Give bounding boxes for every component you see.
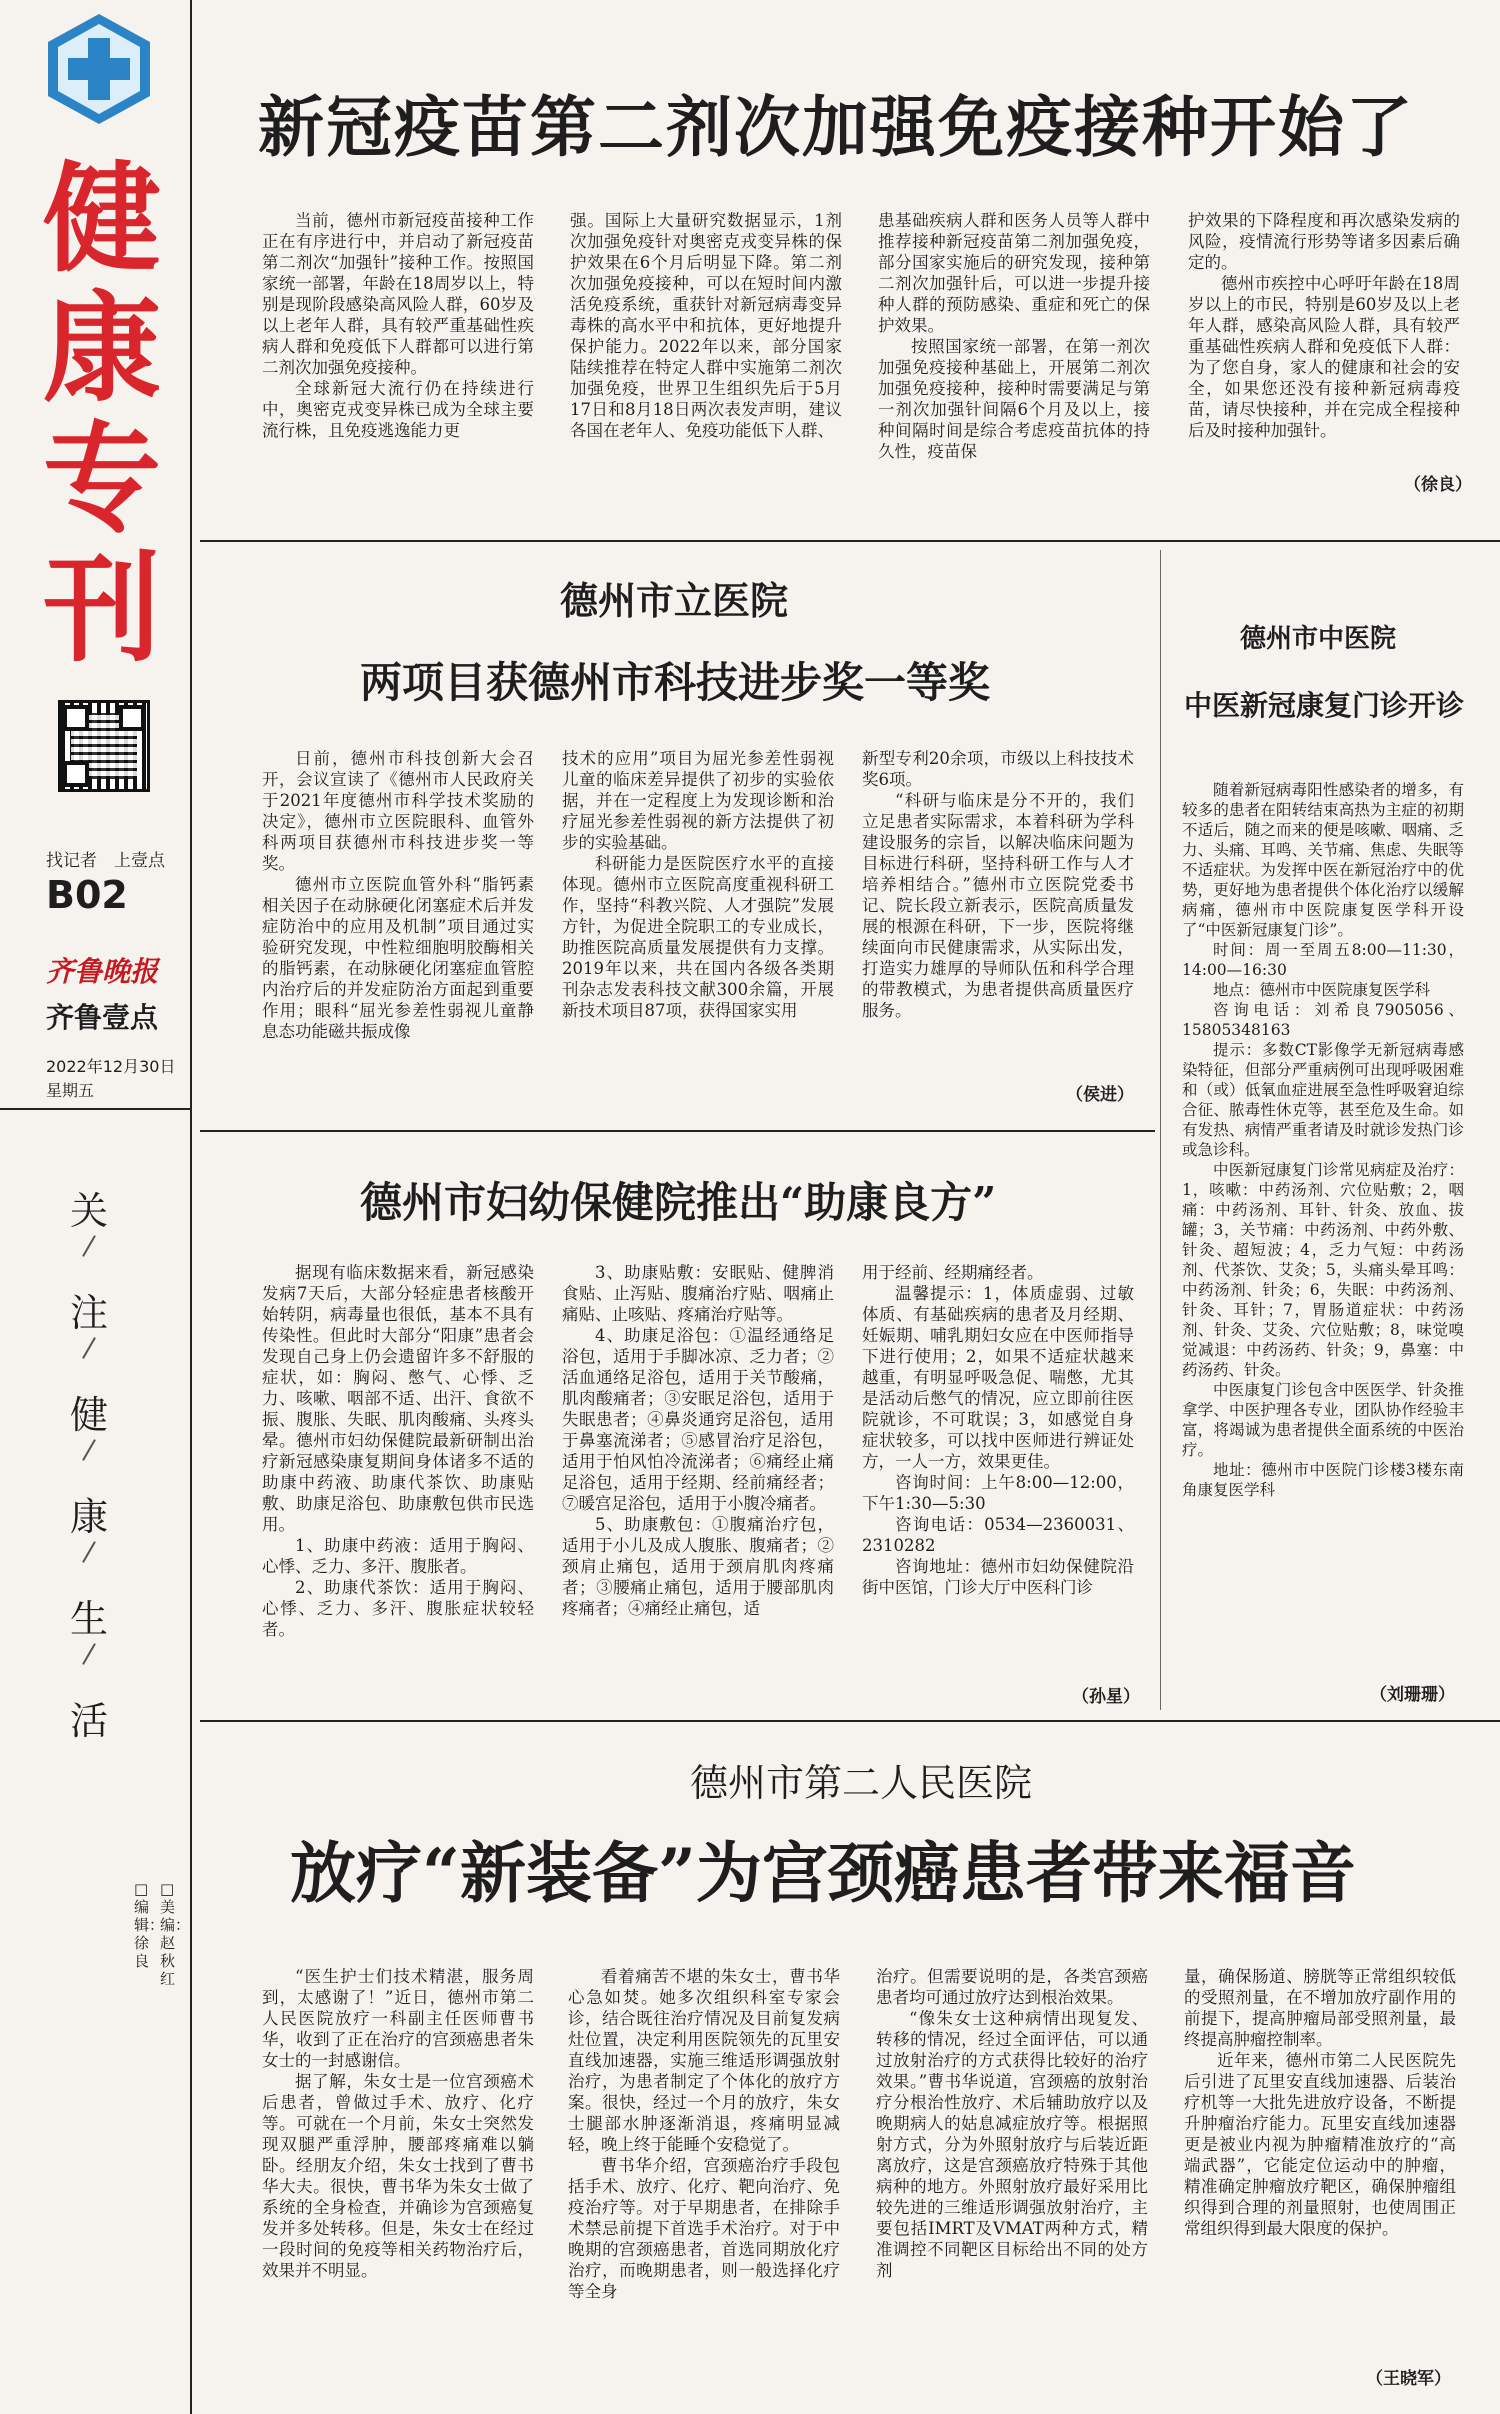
article-author: （侯进） [1066, 1085, 1134, 1105]
slogan-char: 生 [70, 1597, 109, 1641]
newspaper-logo: 齐鲁晚报 [46, 955, 159, 988]
section-title-char: 刊 [42, 540, 161, 678]
article-column: 用于经前、经期痛经者。 温馨提示：1，体质虚弱、过敏体质、有基础疾病的患者及月经期、妊娠期、哺乳期妇女应在中医师指导下进行使用；2，如果不适症状越来越重，有明显呼吸急促、喘憋，尤其是活动后憋气的情况，应立即前往医院就诊，不可耽误；3，如感觉自身症状较多，可以找中医师进行辨证处方，一人一方，效果更佳。 咨询时间：上午8:00—12:00，下午1:30—5:30 咨询电话：0534—2360031、2310282 咨询地址：德州市妇幼保健院沿街中医馆，门诊大厅中医科门诊 [862, 1263, 1134, 1597]
divider [82, 1643, 96, 1665]
slogan-char: 健 [70, 1393, 109, 1437]
divider [82, 1439, 96, 1461]
article-headline: 放疗“新装备”为宫颈癌患者带来福音 [290, 1834, 1356, 1912]
slogan-char: 活 [70, 1699, 109, 1743]
section-title-char: 健 [42, 150, 161, 288]
article-kicker: 德州市中医院 [1240, 624, 1397, 654]
divider [200, 540, 1500, 542]
article-kicker: 德州市第二人民医院 [690, 1761, 1033, 1805]
slogan-char: 关 [70, 1189, 109, 1233]
article-author: （徐良） [1404, 475, 1472, 495]
article-column: 治疗。但需要说明的是，各类宫颈癌患者均可通过放疗达到根治效果。 “像朱女士这种病情出现复发、转移的情况，经过全面评估，可以通过放射治疗的方式获得比较好的治疗效果。”曹书华说道，宫颈癌的放射治疗分根治性放疗、术后辅助放疗以及晚期病人的姑息减症放疗等。根据照射方式，分为外照射放疗与后装近距离放疗，这是宫颈癌放疗特殊于其他病种的地方。外照射放疗最好采用比较先进的三维适形调强放射治疗，主要包括IMRT及VMAT两种方式，精准调控不同靶区目标给出不同的处方剂 [876, 1967, 1148, 2280]
divider [200, 1720, 1500, 1722]
section-title-char: 康 [42, 280, 161, 418]
slogan-char: 注 [70, 1291, 109, 1335]
masthead-rail [0, 0, 192, 2414]
article-column: “医生护士们技术精湛，服务周到，太感谢了！”近日，德州市第二人民医院放疗一科副主任医师曹书华，收到了正在治疗的宫颈癌患者朱女士的一封感谢信。 据了解，朱女士是一位宫颈癌术后患者，曾做过手术、放疗、化疗等。可就在一个月前，朱女士突然发现双腿严重浮肿，腰部疼痛难以躺卧。经朋友介绍，朱女士找到了曹书华大夫。很快，曹书华为朱女士做了系统的全身检查，并确诊为宫颈癌复发并多处转移。但是，朱女士在经过一段时间的免疫等相关药物治疗后，效果并不明显。 [262, 1967, 534, 2280]
reporter-contact: 找记者 上壹点 [46, 851, 165, 871]
article-author: （王晓军） [1366, 2369, 1451, 2389]
divider [1160, 550, 1161, 1710]
article-column: 患基础疾病人群和医务人员等人群中推荐接种新冠疫苗第二剂加强免疫，部分国家实施后的研究发现，接种第二剂次加强针后，可以进一步提升接种人群的预防感染、重症和死亡的保护效果。 按照国家统一部署，在第一剂次加强免疫接种基础上，开展第二剂次加强免疫接种，接种时需要满足与第一剂次加强针间隔6个月及以上，接种间隔时间是综合考虑疫苗抗体的持久性，疫苗保 [878, 211, 1150, 461]
publish-date: 2022年12月30日 [46, 1057, 176, 1076]
article-column: 日前，德州市科技创新大会召开，会议宣读了《德州市人民政府关于2021年度德州市科学技术奖励的决定》，德州市立医院眼科、血管外科两项目获德州市科技进步奖一等奖。 德州市立医院血管外科“脂钙素相关因子在动脉硬化闭塞症术后并发症防治中的应用及机制”项目通过实验研究发现，中性粒细胞明胶酶相关的脂钙素，在动脉硬化闭塞症血管腔内治疗后的并发症防治方面起到重要作用；眼科“屈光参差性弱视儿童静息态功能磁共振成像 [262, 749, 534, 1041]
article-headline: 中医新冠康复门诊开诊 [1184, 689, 1465, 722]
article-column: 看着痛苦不堪的朱女士，曹书华心急如焚。她多次组织科室专家会诊，结合既往治疗情况及目前复发病灶位置，决定利用医院领先的瓦里安直线加速器，实施三维适形调强放射治疗，为患者制定了个体化的放疗方案。很快，经过一个月的放疗，朱女士腿部水肿逐渐消退，疼痛明显减轻，晚上终于能睡个安稳觉了。 曹书华介绍，宫颈癌治疗手段包括手术、放疗、化疗、靶向治疗、免疫治疗等。对于早期患者，在排除手术禁忌前提下首选手术治疗。对于中晚期的宫颈癌患者，首选同期放化疗治疗，而晚期患者，则一般选择化疗等全身 [568, 1967, 840, 2301]
divider [82, 1337, 96, 1359]
article-column: 技术的应用”项目为屈光参差性弱视儿童的临床差异提供了初步的实验依据，并在一定程度上为发现诊断和治疗屈光参差性弱视的新方法提供了初步的实验基础。 科研能力是医院医疗水平的直接体现。德州市立医院高度重视科研工作，坚持“科教兴院、人才强院”发展方针，为促进全院职工的专业成长，助推医院高质量发展提供有力支撑。2019年以来，共在国内各级各类期刊杂志发表科技文献300余篇，开展新技术项目87项，获得国家实用 [562, 749, 834, 1020]
divider [82, 1541, 96, 1563]
section-title-char: 专 [42, 410, 161, 548]
article-column: 强。国际上大量研究数据显示，1剂次加强免疫针对奥密克戎变异株的保护效果在6个月后明显下降。第二剂次加强免疫接种，可以在短时间内激活免疫系统，重获针对新冠病毒变异毒株的高水平中和抗体，更好地提升保护能力。2022年以来，部分国家陆续推荐在特定人群中实施第二剂次加强免疫，世界卫生组织先后于5月17日和8月18日两次表发声明，建议各国在老年人、免疫功能低下人群、 [570, 211, 842, 440]
article-column: 随着新冠病毒阳性感染者的增多，有较多的患者在阳转结束高热为主症的初期不适后，随之而来的便是咳嗽、咽痛、乏力、头痛、耳鸣、关节痛、焦虑、失眠等不适症状。为发挥中医在新冠治疗中的优势，更好地为患者提供个体化治疗以缓解病痛，德州市中医院康复医学科开设了“中医新冠康复门诊”。 时间：周一至周五8:00—11:30，14:00—16:30 地点：德州市中医院康复医学科 咨询电话：刘希良7905056、15805348163 提示：多数CT影像学无新冠病毒感染特征，但部分严重病例可出现呼吸困难和（或）低氧血症进展至急性呼吸窘迫综合征、脓毒性休克等，甚至危及生命。如有发热、病情严重者请及时就诊发热门诊或急诊科。 中医新冠康复门诊常见病症及治疗：1，咳嗽：中药汤剂、穴位贴敷；2，咽痛：中药汤剂、耳针、针灸、放血、拔罐；3，关节痛：中药汤剂、中药外敷、针灸、超短波；4，乏力气短：中药汤剂、代茶饮、艾灸；5，头痛头晕耳鸣：中药汤剂、针灸；6，失眠：中药汤剂、针灸、耳针；7，胃肠道症状：中药汤剂、针灸、艾灸、穴位贴敷；8，味觉嗅觉减退：中药汤药、针灸；9，鼻塞：中药汤药、针灸。 中医康复门诊包含中医医学、针灸推拿学、中医护理各专业，团队协作经验丰富，将竭诚为患者提供全面系统的中医治疗。 地址：德州市中医院门诊楼3楼东南角康复医学科 [1182, 781, 1464, 1499]
divider [82, 1235, 96, 1257]
divider [200, 1130, 1155, 1132]
medical-cross-icon [40, 10, 158, 128]
article-author: （孙星） [1072, 1687, 1140, 1707]
article-column: 当前，德州市新冠疫苗接种工作正在有序进行中，并启动了新冠疫苗第二剂次“加强针”接种工作。按照国家统一部署，年龄在18周岁以上，特别是现阶段感染高风险人群，60岁及以上老年人群，具有较严重基础性疾病人群和免疫低下人群都可以进行第二剂次加强免疫接种。 全球新冠大流行仍在持续进行中，奥密克戎变异株已成为全球主要流行株，且免疫逃逸能力更 [262, 211, 534, 440]
editor-credit: □编辑：徐良 [134, 1880, 165, 1970]
publish-weekday: 星期五 [46, 1081, 95, 1100]
divider [0, 1108, 190, 1110]
editor-credit: □美编：赵秋红 [160, 1880, 191, 1988]
qr-code[interactable] [58, 700, 150, 792]
article-headline: 新冠疫苗第二剂次加强免疫接种开始了 [258, 88, 1414, 166]
article-column: 新型专利20余项，市级以上科技技术奖6项。 “科研与临床是分不开的，我们立足患者实际需求，本着科研为学科建设服务的宗旨，以解决临床问题为目标进行科研，坚持科研工作与人才培养相结合。”德州市立医院党委书记、院长段立新表示，医院高质量发展的根源在科研，下一步，医院将继续面向市民健康需求，从实际出发，打造实力雄厚的导师队伍和科学合理的带教模式，为患者提供高质量医疗服务。 [862, 749, 1134, 1020]
brand-logo: 齐鲁壹点 [46, 1001, 159, 1034]
article-column: 护效果的下降程度和再次感染发病的风险，疫情流行形势等诸多因素后确定的。 德州市疾控中心呼吁年龄在18周岁以上的市民，特别是60岁及以上老年人群，感染高风险人群，具有较严重基础性疾病人群和免疫低下人群：为了您自身，家人的健康和社会的安全，如果您还没有接种新冠病毒疫苗，请尽快接种，并在完成全程接种后及时接种加强针。 [1188, 211, 1460, 440]
article-kicker: 德州市立医院 [560, 578, 789, 623]
article-column: 据现有临床数据来看，新冠感染发病7天后，大部分轻症患者核酸开始转阴，病毒量也很低，基本不具有传染性。但此时大部分“阳康”患者会发现自己身上仍会遗留许多不舒服的症状，如：胸闷、憋气、心悸、乏力、咳嗽、咽部不适、出汗、食欲不振、腹胀、失眠、肌肉酸痛、头疼头晕。德州市妇幼保健院最新研制出治疗新冠感染康复期间身体诸多不适的助康中药液、助康代茶饮、助康贴敷、助康足浴包、助康敷包供市民选用。 1、助康中药液：适用于胸闷、心悸、乏力、多汗、腹胀者。 2、助康代茶饮：适用于胸闷、心悸、乏力、多汗、腹胀症状较轻者。 [262, 1263, 534, 1639]
article-headline: 两项目获德州市科技进步奖一等奖 [360, 658, 991, 707]
article-column: 3、助康贴敷：安眠贴、健脾消食贴、止泻贴、腹痛治疗贴、咽痛止痛贴、止咳贴、疼痛治疗贴等。 4、助康足浴包：①温经通络足浴包，适用于手脚冰凉、乏力者；②活血通络足浴包，适用于关节酸痛，肌肉酸痛者；③安眠足浴包，适用于失眠患者；④鼻炎通窍足浴包，适用于鼻塞流涕者；⑤感冒治疗足浴包，适用于怕风怕冷流涕者；⑥痛经止痛足浴包，适用于经期、经前痛经者；⑦暖宫足浴包，适用于小腹冷痛者。 5、助康敷包：①腹痛治疗包，适用于小儿及成人腹胀、腹痛者；②颈肩止痛包，适用于颈肩肌肉疼痛者；③腰痛止痛包，适用于腰部肌肉疼痛者；④痛经止痛包，适 [562, 1263, 834, 1618]
article-headline: 德州市妇幼保健院推出“助康良方” [360, 1178, 997, 1227]
slogan-char: 康 [70, 1495, 109, 1539]
page-number: B02 [46, 873, 128, 917]
article-column: 量，确保肠道、膀胱等正常组织较低的受照剂量，在不增加放疗副作用的前提下，提高肿瘤局部受照剂量，最终提高肿瘤控制率。 近年来，德州市第二人民医院先后引进了瓦里安直线加速器、后装治疗机等一大批先进放疗设备，不断提升肿瘤治疗能力。瓦里安直线加速器更是被业内视为肿瘤精准放疗的“高端武器”，它能定位运动中的肿瘤，精准确定肿瘤放疗靶区，确保肿瘤组织得到合理的剂量照射，也使周围正常组织得到最大限度的保护。 [1184, 1967, 1456, 2238]
article-author: （刘珊珊） [1370, 1685, 1455, 1705]
